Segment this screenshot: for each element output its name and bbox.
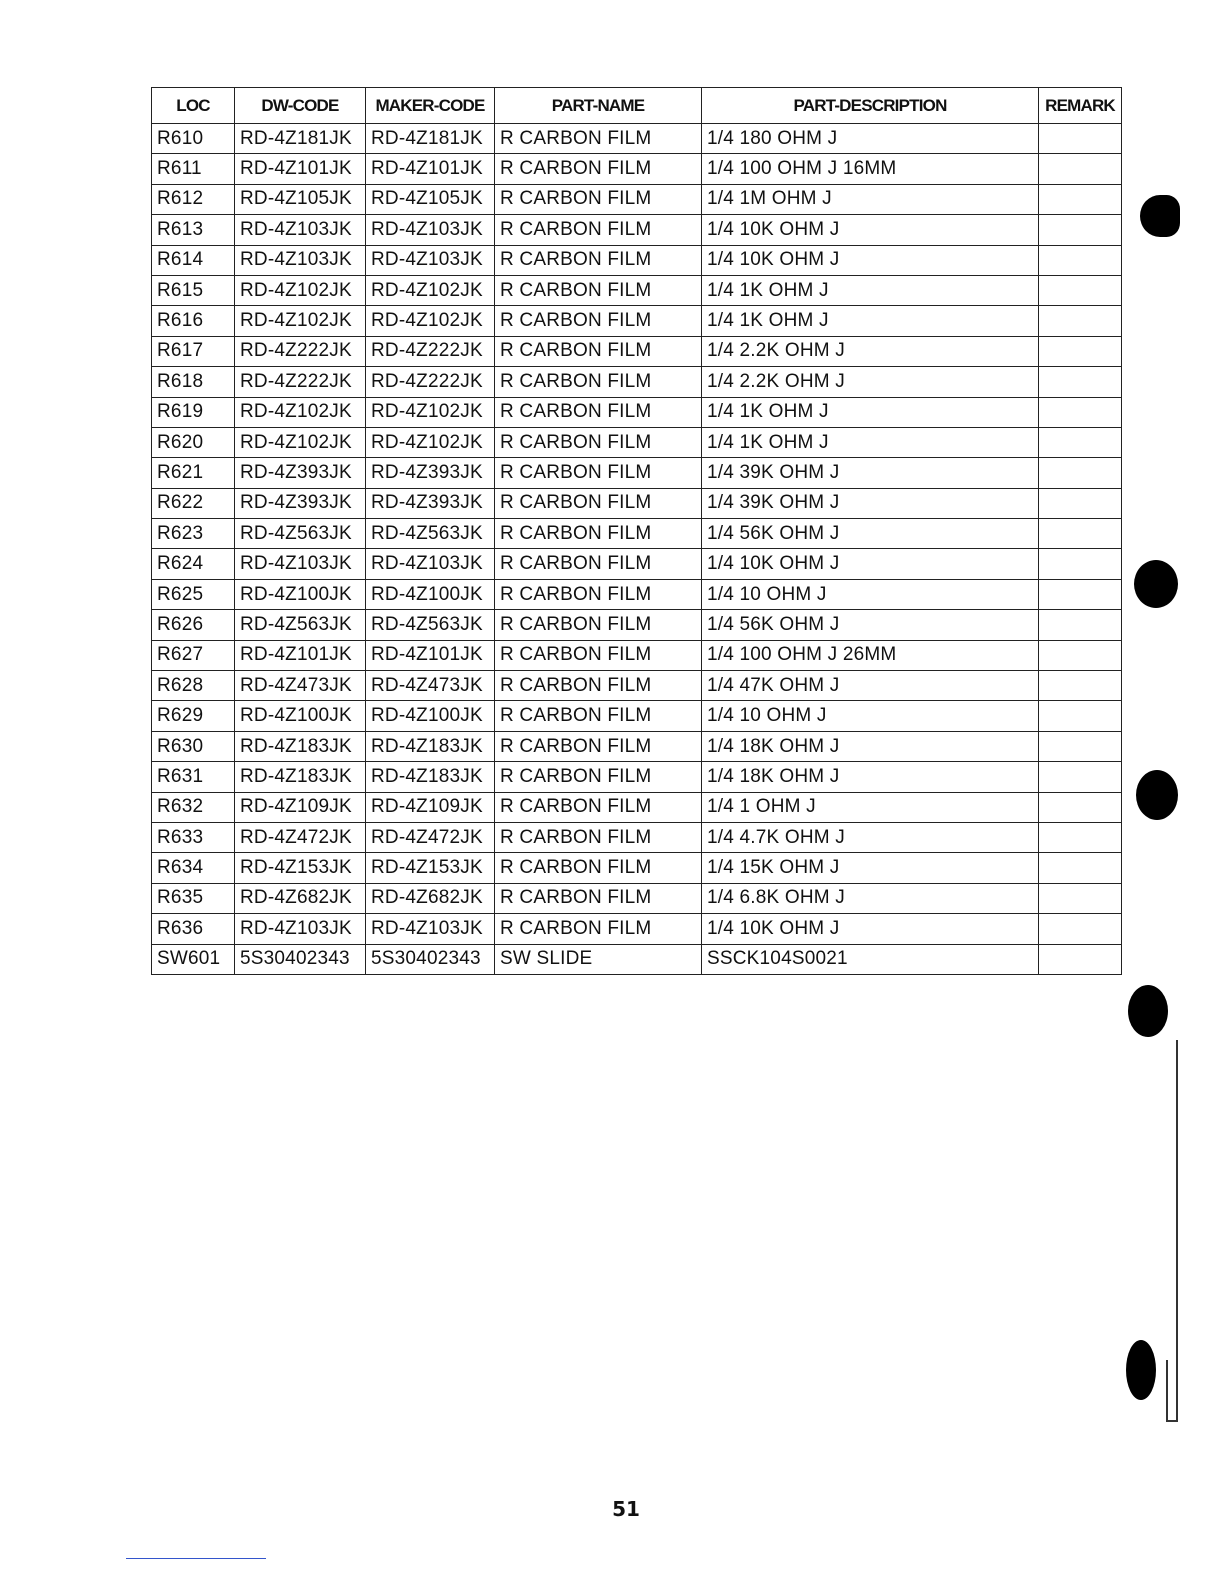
cell-remark	[1039, 124, 1122, 154]
cell-remark	[1039, 883, 1122, 913]
table-body	[152, 124, 1122, 975]
cell-part-description: 1/4 100 OHM J 16MM	[702, 154, 1039, 184]
cell-maker-code: RD-4Z102JK	[366, 427, 495, 457]
cell-remark	[1039, 701, 1122, 731]
cell-part-name: R CARBON FILM	[495, 792, 702, 822]
table-row	[152, 306, 1122, 336]
cell-part-description: 1/4 47K OHM J	[702, 671, 1039, 701]
cell-loc: R628	[152, 671, 235, 701]
cell-part-name: R CARBON FILM	[495, 336, 702, 366]
cell-maker-code: RD-4Z101JK	[366, 640, 495, 670]
page-number: 51	[612, 1497, 640, 1521]
cell-part-description: SSCK104S0021	[702, 944, 1039, 974]
cell-loc: R611	[152, 154, 235, 184]
cell-loc: R622	[152, 488, 235, 518]
cell-part-description: 1/4 1 OHM J	[702, 792, 1039, 822]
cell-remark	[1039, 245, 1122, 275]
cell-remark	[1039, 853, 1122, 883]
cell-part-name: SW SLIDE	[495, 944, 702, 974]
scan-edge-line	[1166, 1420, 1178, 1422]
cell-maker-code: RD-4Z100JK	[366, 579, 495, 609]
cell-dw-code: RD-4Z102JK	[235, 427, 366, 457]
table-row	[152, 488, 1122, 518]
cell-maker-code: RD-4Z109JK	[366, 792, 495, 822]
cell-remark	[1039, 306, 1122, 336]
cell-loc: R613	[152, 215, 235, 245]
cell-dw-code: RD-4Z153JK	[235, 853, 366, 883]
table-row	[152, 184, 1122, 214]
cell-part-description: 1/4 10 OHM J	[702, 701, 1039, 731]
table-row	[152, 519, 1122, 549]
cell-dw-code: RD-4Z101JK	[235, 154, 366, 184]
cell-dw-code: RD-4Z103JK	[235, 549, 366, 579]
cell-remark	[1039, 640, 1122, 670]
cell-part-name: R CARBON FILM	[495, 610, 702, 640]
cell-part-name: R CARBON FILM	[495, 883, 702, 913]
cell-loc: R612	[152, 184, 235, 214]
cell-maker-code: RD-4Z473JK	[366, 671, 495, 701]
cell-dw-code: RD-4Z222JK	[235, 367, 366, 397]
cell-dw-code: RD-4Z472JK	[235, 822, 366, 852]
table-row	[152, 458, 1122, 488]
cell-dw-code: RD-4Z181JK	[235, 124, 366, 154]
binder-hole-mark	[1134, 560, 1178, 608]
table-header-row	[152, 88, 1122, 124]
cell-maker-code: RD-4Z222JK	[366, 367, 495, 397]
cell-remark	[1039, 427, 1122, 457]
table-row	[152, 367, 1122, 397]
cell-remark	[1039, 762, 1122, 792]
table-row	[152, 701, 1122, 731]
table-row	[152, 124, 1122, 154]
cell-loc: R617	[152, 336, 235, 366]
cell-dw-code: RD-4Z100JK	[235, 701, 366, 731]
cell-loc: R621	[152, 458, 235, 488]
cell-part-name: R CARBON FILM	[495, 275, 702, 305]
table-row	[152, 731, 1122, 761]
cell-loc: R624	[152, 549, 235, 579]
cell-part-name: R CARBON FILM	[495, 154, 702, 184]
cell-dw-code: RD-4Z102JK	[235, 397, 366, 427]
cell-loc: R634	[152, 853, 235, 883]
footer-rule	[126, 1558, 266, 1559]
cell-remark	[1039, 549, 1122, 579]
cell-part-name: R CARBON FILM	[495, 184, 702, 214]
cell-part-description: 1/4 1M OHM J	[702, 184, 1039, 214]
cell-loc: R619	[152, 397, 235, 427]
scan-edge-line	[1166, 1360, 1168, 1420]
cell-dw-code: RD-4Z109JK	[235, 792, 366, 822]
cell-remark	[1039, 184, 1122, 214]
cell-loc: R635	[152, 883, 235, 913]
parts-list-table	[151, 87, 1122, 975]
cell-part-name: R CARBON FILM	[495, 124, 702, 154]
cell-loc: R625	[152, 579, 235, 609]
cell-part-description: 1/4 1K OHM J	[702, 397, 1039, 427]
table-row	[152, 275, 1122, 305]
cell-dw-code: RD-4Z102JK	[235, 275, 366, 305]
cell-part-name: R CARBON FILM	[495, 762, 702, 792]
table-row	[152, 822, 1122, 852]
column-header-maker-code: MAKER-CODE	[366, 88, 495, 124]
cell-maker-code: RD-4Z102JK	[366, 306, 495, 336]
column-header-dw-code: DW-CODE	[235, 88, 366, 124]
cell-dw-code: RD-4Z102JK	[235, 306, 366, 336]
cell-part-name: R CARBON FILM	[495, 701, 702, 731]
cell-remark	[1039, 610, 1122, 640]
cell-maker-code: RD-4Z472JK	[366, 822, 495, 852]
cell-maker-code: RD-4Z103JK	[366, 549, 495, 579]
cell-part-description: 1/4 100 OHM J 26MM	[702, 640, 1039, 670]
cell-maker-code: RD-4Z153JK	[366, 853, 495, 883]
scan-edge-line	[1176, 1040, 1178, 1420]
cell-part-description: 1/4 6.8K OHM J	[702, 883, 1039, 913]
cell-dw-code: RD-4Z101JK	[235, 640, 366, 670]
cell-part-description: 1/4 2.2K OHM J	[702, 367, 1039, 397]
cell-dw-code: RD-4Z393JK	[235, 488, 366, 518]
cell-part-name: R CARBON FILM	[495, 853, 702, 883]
cell-part-description: 1/4 10K OHM J	[702, 245, 1039, 275]
table-row	[152, 579, 1122, 609]
cell-maker-code: RD-4Z563JK	[366, 519, 495, 549]
cell-maker-code: RD-4Z101JK	[366, 154, 495, 184]
cell-part-description: 1/4 15K OHM J	[702, 853, 1039, 883]
cell-part-description: 1/4 39K OHM J	[702, 458, 1039, 488]
cell-remark	[1039, 215, 1122, 245]
cell-maker-code: RD-4Z393JK	[366, 458, 495, 488]
table-row	[152, 427, 1122, 457]
column-header-remark: REMARK	[1039, 88, 1122, 124]
cell-maker-code: RD-4Z563JK	[366, 610, 495, 640]
cell-part-name: R CARBON FILM	[495, 640, 702, 670]
cell-dw-code: RD-4Z473JK	[235, 671, 366, 701]
cell-dw-code: RD-4Z103JK	[235, 914, 366, 944]
cell-remark	[1039, 731, 1122, 761]
cell-loc: SW601	[152, 944, 235, 974]
cell-maker-code: RD-4Z181JK	[366, 124, 495, 154]
table-row	[152, 914, 1122, 944]
cell-dw-code: RD-4Z100JK	[235, 579, 366, 609]
cell-maker-code: RD-4Z103JK	[366, 914, 495, 944]
cell-part-description: 1/4 2.2K OHM J	[702, 336, 1039, 366]
cell-part-description: 1/4 18K OHM J	[702, 762, 1039, 792]
cell-remark	[1039, 336, 1122, 366]
cell-part-name: R CARBON FILM	[495, 914, 702, 944]
cell-part-description: 1/4 4.7K OHM J	[702, 822, 1039, 852]
cell-part-name: R CARBON FILM	[495, 397, 702, 427]
cell-part-description: 1/4 10K OHM J	[702, 215, 1039, 245]
binder-hole-mark	[1140, 195, 1180, 237]
table-row	[152, 610, 1122, 640]
cell-remark	[1039, 792, 1122, 822]
cell-loc: R618	[152, 367, 235, 397]
cell-dw-code: RD-4Z183JK	[235, 731, 366, 761]
table-row	[152, 397, 1122, 427]
cell-remark	[1039, 458, 1122, 488]
table-row	[152, 640, 1122, 670]
column-header-loc: LOC	[152, 88, 235, 124]
cell-remark	[1039, 519, 1122, 549]
cell-remark	[1039, 944, 1122, 974]
cell-loc: R627	[152, 640, 235, 670]
cell-part-description: 1/4 10 OHM J	[702, 579, 1039, 609]
cell-remark	[1039, 397, 1122, 427]
cell-part-description: 1/4 10K OHM J	[702, 914, 1039, 944]
cell-loc: R614	[152, 245, 235, 275]
table-row	[152, 944, 1122, 974]
cell-dw-code: 5S30402343	[235, 944, 366, 974]
cell-maker-code: RD-4Z105JK	[366, 184, 495, 214]
table-row	[152, 883, 1122, 913]
table-row	[152, 245, 1122, 275]
cell-dw-code: RD-4Z105JK	[235, 184, 366, 214]
table-row	[152, 154, 1122, 184]
table-row	[152, 762, 1122, 792]
cell-loc: R629	[152, 701, 235, 731]
cell-part-name: R CARBON FILM	[495, 427, 702, 457]
cell-maker-code: RD-4Z183JK	[366, 762, 495, 792]
cell-part-name: R CARBON FILM	[495, 458, 702, 488]
cell-part-name: R CARBON FILM	[495, 519, 702, 549]
cell-dw-code: RD-4Z682JK	[235, 883, 366, 913]
cell-part-name: R CARBON FILM	[495, 306, 702, 336]
binder-hole-mark	[1128, 985, 1168, 1037]
cell-remark	[1039, 914, 1122, 944]
cell-loc: R626	[152, 610, 235, 640]
cell-dw-code: RD-4Z222JK	[235, 336, 366, 366]
cell-part-name: R CARBON FILM	[495, 671, 702, 701]
cell-loc: R631	[152, 762, 235, 792]
cell-remark	[1039, 488, 1122, 518]
cell-part-name: R CARBON FILM	[495, 731, 702, 761]
cell-part-description: 1/4 18K OHM J	[702, 731, 1039, 761]
cell-maker-code: RD-4Z102JK	[366, 275, 495, 305]
cell-dw-code: RD-4Z393JK	[235, 458, 366, 488]
cell-dw-code: RD-4Z183JK	[235, 762, 366, 792]
cell-part-name: R CARBON FILM	[495, 822, 702, 852]
binder-hole-mark	[1136, 770, 1178, 820]
cell-loc: R616	[152, 306, 235, 336]
cell-loc: R615	[152, 275, 235, 305]
cell-loc: R630	[152, 731, 235, 761]
cell-maker-code: RD-4Z103JK	[366, 245, 495, 275]
cell-part-name: R CARBON FILM	[495, 488, 702, 518]
cell-part-description: 1/4 56K OHM J	[702, 610, 1039, 640]
cell-remark	[1039, 822, 1122, 852]
cell-dw-code: RD-4Z563JK	[235, 519, 366, 549]
cell-remark	[1039, 579, 1122, 609]
cell-maker-code: RD-4Z393JK	[366, 488, 495, 518]
cell-maker-code: RD-4Z103JK	[366, 215, 495, 245]
cell-remark	[1039, 367, 1122, 397]
cell-dw-code: RD-4Z563JK	[235, 610, 366, 640]
cell-loc: R620	[152, 427, 235, 457]
cell-part-description: 1/4 39K OHM J	[702, 488, 1039, 518]
table-row	[152, 671, 1122, 701]
table-row	[152, 549, 1122, 579]
table-row	[152, 792, 1122, 822]
cell-loc: R636	[152, 914, 235, 944]
cell-maker-code: RD-4Z100JK	[366, 701, 495, 731]
cell-part-description: 1/4 1K OHM J	[702, 275, 1039, 305]
table-row	[152, 853, 1122, 883]
cell-loc: R632	[152, 792, 235, 822]
cell-maker-code: RD-4Z682JK	[366, 883, 495, 913]
column-header-part-name: PART-NAME	[495, 88, 702, 124]
cell-remark	[1039, 154, 1122, 184]
cell-part-name: R CARBON FILM	[495, 579, 702, 609]
cell-loc: R633	[152, 822, 235, 852]
table-row	[152, 336, 1122, 366]
cell-loc: R610	[152, 124, 235, 154]
cell-part-description: 1/4 56K OHM J	[702, 519, 1039, 549]
cell-part-description: 1/4 1K OHM J	[702, 427, 1039, 457]
cell-maker-code: 5S30402343	[366, 944, 495, 974]
table-row	[152, 215, 1122, 245]
cell-remark	[1039, 275, 1122, 305]
cell-dw-code: RD-4Z103JK	[235, 215, 366, 245]
cell-part-name: R CARBON FILM	[495, 245, 702, 275]
cell-maker-code: RD-4Z222JK	[366, 336, 495, 366]
cell-dw-code: RD-4Z103JK	[235, 245, 366, 275]
cell-maker-code: RD-4Z183JK	[366, 731, 495, 761]
cell-part-description: 1/4 1K OHM J	[702, 306, 1039, 336]
cell-part-name: R CARBON FILM	[495, 215, 702, 245]
cell-part-name: R CARBON FILM	[495, 367, 702, 397]
binder-hole-mark	[1126, 1340, 1156, 1400]
column-header-part-description: PART-DESCRIPTION	[702, 88, 1039, 124]
cell-part-description: 1/4 10K OHM J	[702, 549, 1039, 579]
cell-maker-code: RD-4Z102JK	[366, 397, 495, 427]
cell-part-description: 1/4 180 OHM J	[702, 124, 1039, 154]
cell-loc: R623	[152, 519, 235, 549]
cell-remark	[1039, 671, 1122, 701]
cell-part-name: R CARBON FILM	[495, 549, 702, 579]
